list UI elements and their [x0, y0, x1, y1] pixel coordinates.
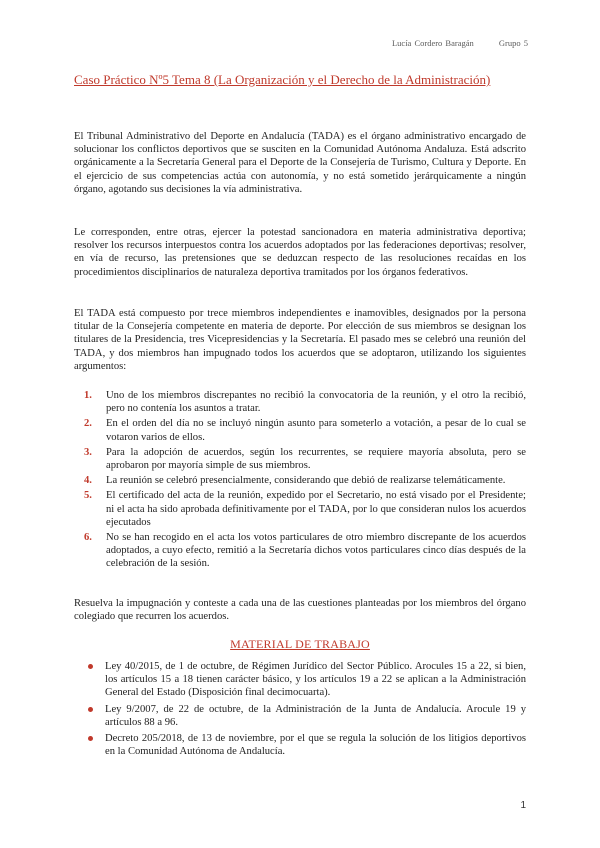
argument-text: En el orden del día no se incluyó ningún asunto para someterlo a votación, a pesar de lo cual se votaron varios de ellos. [106, 418, 526, 443]
arguments-list [84, 389, 526, 573]
material-heading: MATERIAL DE TRABAJO [230, 637, 370, 651]
argument-item [84, 531, 526, 571]
argument-number: 3. [84, 446, 92, 458]
material-item [88, 703, 526, 729]
argument-item [84, 417, 526, 443]
paragraph-closing: Resuelva la impugnación y conteste a cada una de las cuestiones planteadas por los miembros del órgano colegiado que recurren los acuerdos. [74, 598, 526, 623]
material-item [88, 732, 526, 758]
argument-text: No se han recogido en el acta los votos particulares de otro miembro discrepante de los acuerdos adoptados, a cuyo efecto, remitió a la Secretaría dichos votos particulares cinco días después de la celebración de la sesión. [106, 532, 526, 570]
argument-item [84, 489, 526, 529]
paragraph-intro: El Tribunal Administrativo del Deporte en Andalucía (TADA) es el órgano administrativo encargado de solucionar los conflictos deportivos que se susciten en la Comunidad Autónoma Andaluza. Está adscrito orgánicamente a la Secretaría General para el Deporte de la Consejería de Turismo, Cultura y Deporte. En el ejercicio de sus competencias actúa con autonomía, y no está sometido jerárquicamente a ningún órgano, agotando sus decisiones la vía administrativa. [74, 131, 526, 195]
argument-number: 6. [84, 532, 92, 544]
bullet-icon [88, 736, 93, 741]
argument-item [84, 446, 526, 472]
material-text: Decreto 205/2018, de 13 de noviembre, por el que se regula la solución de los litigios deportivos en la Comunidad Autónoma de Andalucía. [105, 733, 526, 758]
argument-number: 5. [84, 490, 92, 502]
argument-item [84, 389, 526, 415]
argument-item [84, 474, 526, 487]
argument-text: Para la adopción de acuerdos, según los recurrentes, se requiere mayoría absoluta, pero se aprobaron por mayoría simple de sus miembros. [106, 446, 526, 472]
materials-list [88, 660, 526, 761]
argument-text: La reunión se celebró presencialmente, considerando que debió de realizarse telemáticamente. [106, 475, 506, 487]
material-item [88, 660, 526, 700]
bullet-icon [88, 707, 93, 712]
paragraph-competences: Le corresponden, entre otras, ejercer la potestad sancionadora en materia administrativa deportiva; resolver los recursos interpuestos contra los acuerdos adoptados por las federaciones deportivas; resolver, en vía de recurso, las pretensiones que se deduzcan respecto de las resoluciones recaídas en los procedimientos disciplinarios de naturaleza deportiva tramitados por los órganos federativos. [74, 227, 526, 278]
header-author: Lucía Cordero Baragán [391, 38, 474, 48]
paragraph-composition: El TADA está compuesto por trece miembros independientes e inamovibles, designados por la persona titular de la Consejería competente en materia de deporte. Por elección de sus miembros se designan los titulares de la Presidencia, tres Vicepresidencias y la Secretaría. El pasado mes se celebró una reunión del TADA, y dos miembros han impugnado todos los acuerdos que se adoptaron, utilizando los siguientes argumentos: [74, 308, 526, 372]
argument-text: Uno de los miembros discrepantes no recibió la convocatoria de la reunión, y el otro la recibió, pero no contenía los asuntos a tratar. [106, 390, 526, 415]
argument-number: 4. [84, 475, 92, 487]
page-header [392, 38, 528, 48]
argument-text: El certificado del acta de la reunión, expedido por el Secretario, no está visado por el Presidente; ni el acta ha sido aprobada definitivamente por el TADA, por lo que consideran nulos los acuerdos ejecutados [106, 490, 526, 528]
bullet-icon [88, 664, 93, 669]
argument-number: 2. [84, 418, 92, 430]
header-group: Grupo 5 [498, 38, 528, 48]
material-text: Ley 9/2007, de 22 de octubre, de la Administración de la Junta de Andalucía. Arocule 19 y artículos 88 a 96. [105, 703, 526, 728]
material-text: Ley 40/2015, de 1 de octubre, de Régimen Jurídico del Sector Público. Arocules 15 a 22, si bien, los artículos 15 a 18 tienen carácter básico, y los artículos 19 a 22 se aplican a la Administración General del Estado (Disposición final decimocuarta). [105, 661, 526, 699]
argument-number: 1. [84, 390, 92, 401]
page-number: 1 [520, 800, 526, 811]
document-title: Caso Práctico Nº5 Tema 8 (La Organización y el Derecho de la Administración) [74, 72, 491, 87]
